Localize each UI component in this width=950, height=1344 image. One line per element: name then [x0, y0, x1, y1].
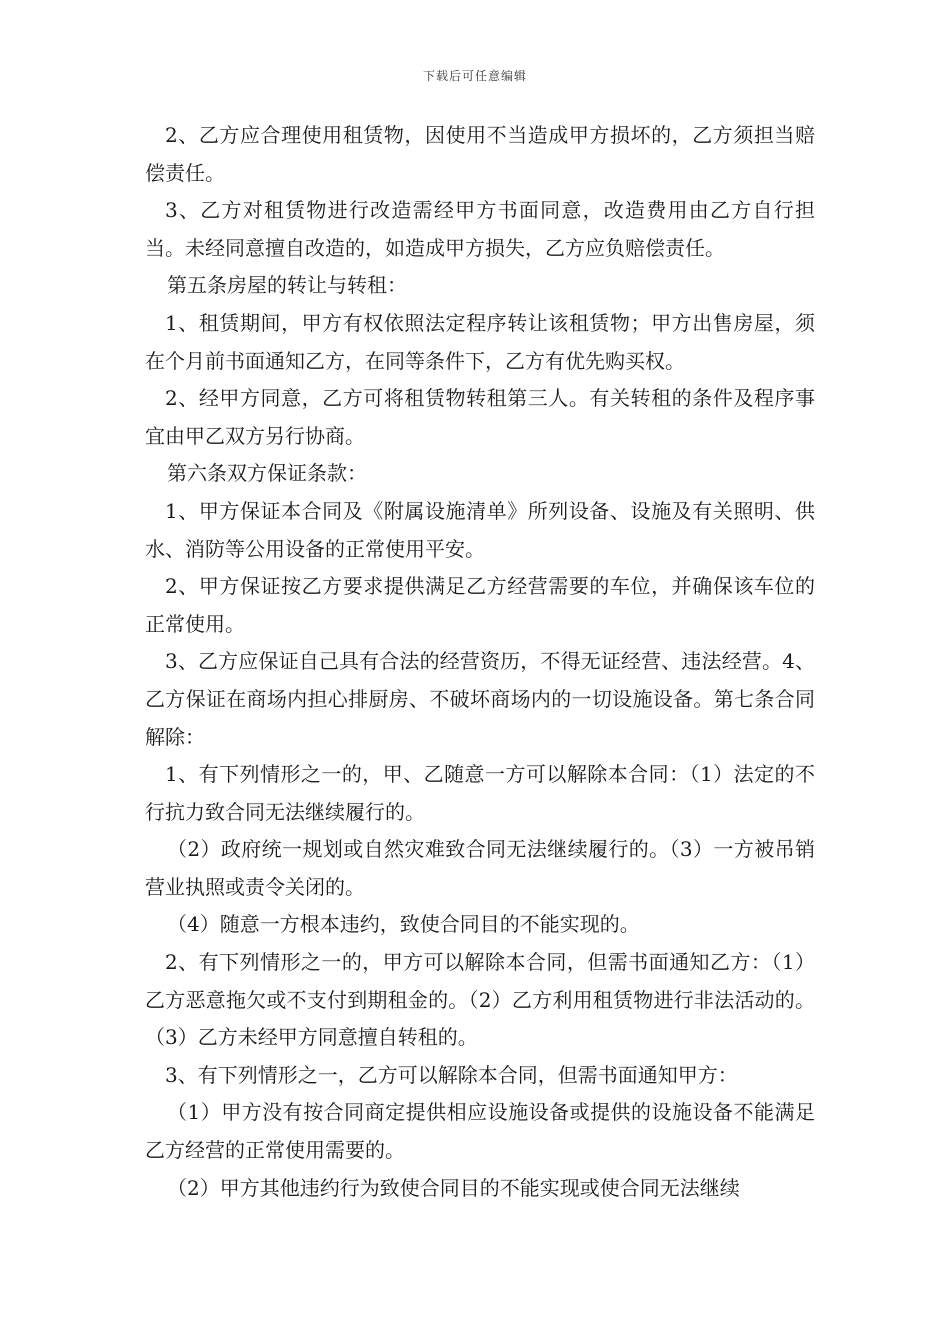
paragraph-clause-5-1: 1、租赁期间，甲方有权依照法定程序转让该租赁物；甲方出售房屋，须在个月前书面通知乙方，在同等条件下，乙方有优先购买权。 — [145, 310, 815, 373]
paragraph-clause-7-1-item-2: （2）政府统一规划或自然灾难致合同无法继续履行的。（3）一方被吊销营业执照或责令关闭的。 — [145, 837, 815, 899]
page-header: 下载后可任意编辑 — [422, 69, 527, 83]
section-heading-article-5: 第五条房屋的转让与转租： — [167, 273, 407, 298]
paragraph-clause-7-3: 3、有下列情形之一，乙方可以解除本合同，但需书面通知甲方： — [165, 1062, 738, 1087]
section-heading-article-6: 第六条双方保证条款： — [167, 461, 367, 486]
paragraph-clause-4-2: 2、乙方应合理使用租赁物，因使用不当造成甲方损坏的，乙方须担当赔偿责任。 — [145, 123, 815, 185]
paragraph-clause-4-3: 3、乙方对租赁物进行改造需经甲方书面同意，改造费用由乙方自行担当。未经同意擅自改造的，如造成甲方损失，乙方应负赔偿责任。 — [145, 198, 815, 260]
paragraph-clause-7-2: 2、有下列情形之一的，甲方可以解除本合同，但需书面通知乙方：（1）乙方恶意拖欠或不支付到期租金的。（2）乙方利用租赁物进行非法活动的。（3）乙方未经甲方同意擅自转租的。 — [145, 950, 815, 1050]
paragraph-clause-6-1: 1、甲方保证本合同及《附属设施清单》所列设备、设施及有关照明、供水、消防等公用设备的正常使用平安。 — [145, 498, 815, 561]
document-body — [145, 117, 815, 1207]
paragraph-clause-6-2: 2、甲方保证按乙方要求提供满足乙方经营需要的车位，并确保该车位的正常使用。 — [145, 574, 815, 636]
paragraph-clause-6-3: 3、乙方应保证自己具有合法的经营资历，不得无证经营、违法经营。4、乙方保证在商场内担心排厨房、不破坏商场内的一切设施设备。第七条合同解除： — [145, 649, 815, 749]
paragraph-clause-7-3-item-2: （2）甲方其他违约行为致使合同目的不能实现或使合同无法继续 — [167, 1175, 740, 1200]
paragraph-clause-7-1-item-4: （4）随意一方根本违约，致使合同目的不能实现的。 — [167, 912, 640, 937]
paragraph-clause-7-3-item-1: （1）甲方没有按合同商定提供相应设施设备或提供的设施设备不能满足乙方经营的正常使用需要的。 — [145, 1100, 815, 1163]
paragraph-clause-7-1: 1、有下列情形之一的，甲、乙随意一方可以解除本合同：（1）法定的不行抗力致合同无法继续履行的。 — [145, 762, 815, 824]
paragraph-clause-5-2: 2、经甲方同意，乙方可将租赁物转租第三人。有关转租的条件及程序事宜由甲乙双方另行协商。 — [145, 386, 815, 448]
